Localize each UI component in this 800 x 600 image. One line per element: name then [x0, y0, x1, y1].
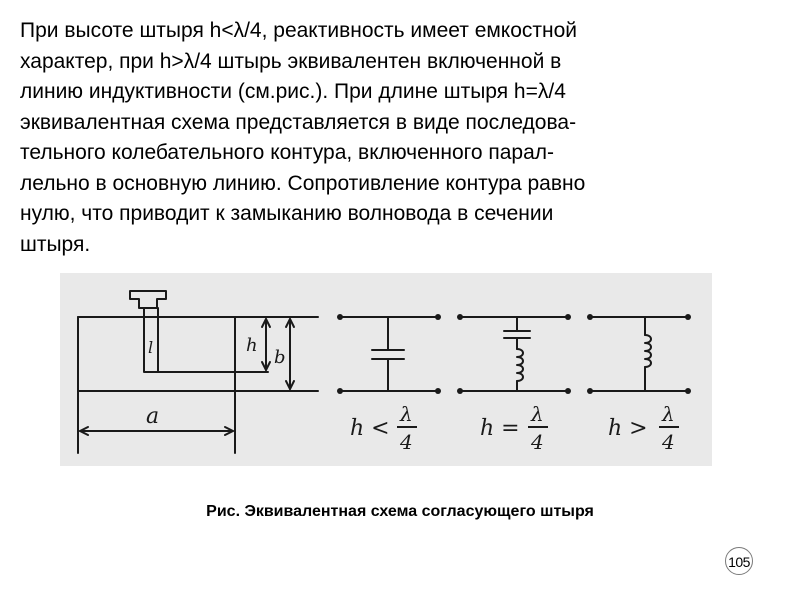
condition-denominator: 4	[400, 430, 413, 454]
condition-numerator: λ	[662, 402, 675, 426]
terminal-dot	[457, 314, 463, 320]
a-label: a	[146, 404, 160, 429]
body-paragraph	[20, 16, 790, 260]
paragraph-line: лельно в основную линию. Сопротивление контура равно	[20, 171, 586, 195]
terminal-dot	[435, 388, 441, 394]
terminal-dot	[435, 314, 441, 320]
paragraph-line: штыря.	[20, 232, 91, 256]
terminal-dot	[457, 388, 463, 394]
figure-caption: Рис. Эквивалентная схема согласующего штыря	[206, 503, 594, 520]
equivalent-circuit-figure	[60, 273, 712, 466]
h-label: h	[246, 335, 258, 356]
terminal-dot	[337, 314, 343, 320]
paragraph-line: При высоте штыря h<λ/4, реактивность имеет емкостной	[20, 19, 578, 42]
condition-numerator: λ	[531, 402, 544, 426]
paragraph-line: нулю, что приводит к замыканию волновода в сечении	[20, 202, 554, 225]
paragraph-line: характер, при h>λ/4 штырь эквивалентен включенной в	[20, 49, 562, 73]
pin-label: l	[148, 338, 154, 357]
terminal-dot	[587, 314, 593, 320]
terminal-dot	[565, 314, 571, 320]
condition-relation: h =	[480, 416, 520, 441]
condition-relation: h >	[608, 416, 648, 441]
terminal-dot	[685, 388, 691, 394]
condition-denominator: 4	[531, 430, 544, 454]
terminal-dot	[685, 314, 691, 320]
b-label: b	[274, 347, 286, 368]
paragraph-line: тельного колебательного контура, включенного парал-	[20, 141, 555, 164]
paragraph-line: линию индуктивности (см.рис.). При длине штыря h=λ/4	[20, 80, 566, 103]
page-number-badge: 105	[725, 547, 753, 575]
terminal-dot	[565, 388, 571, 394]
condition-denominator: 4	[662, 430, 675, 454]
terminal-dot	[587, 388, 593, 394]
condition-numerator: λ	[400, 402, 413, 426]
condition-relation: h <	[350, 416, 390, 441]
terminal-dot	[337, 388, 343, 394]
paragraph-line: эквивалентная схема представляется в виде последова-	[20, 110, 577, 134]
